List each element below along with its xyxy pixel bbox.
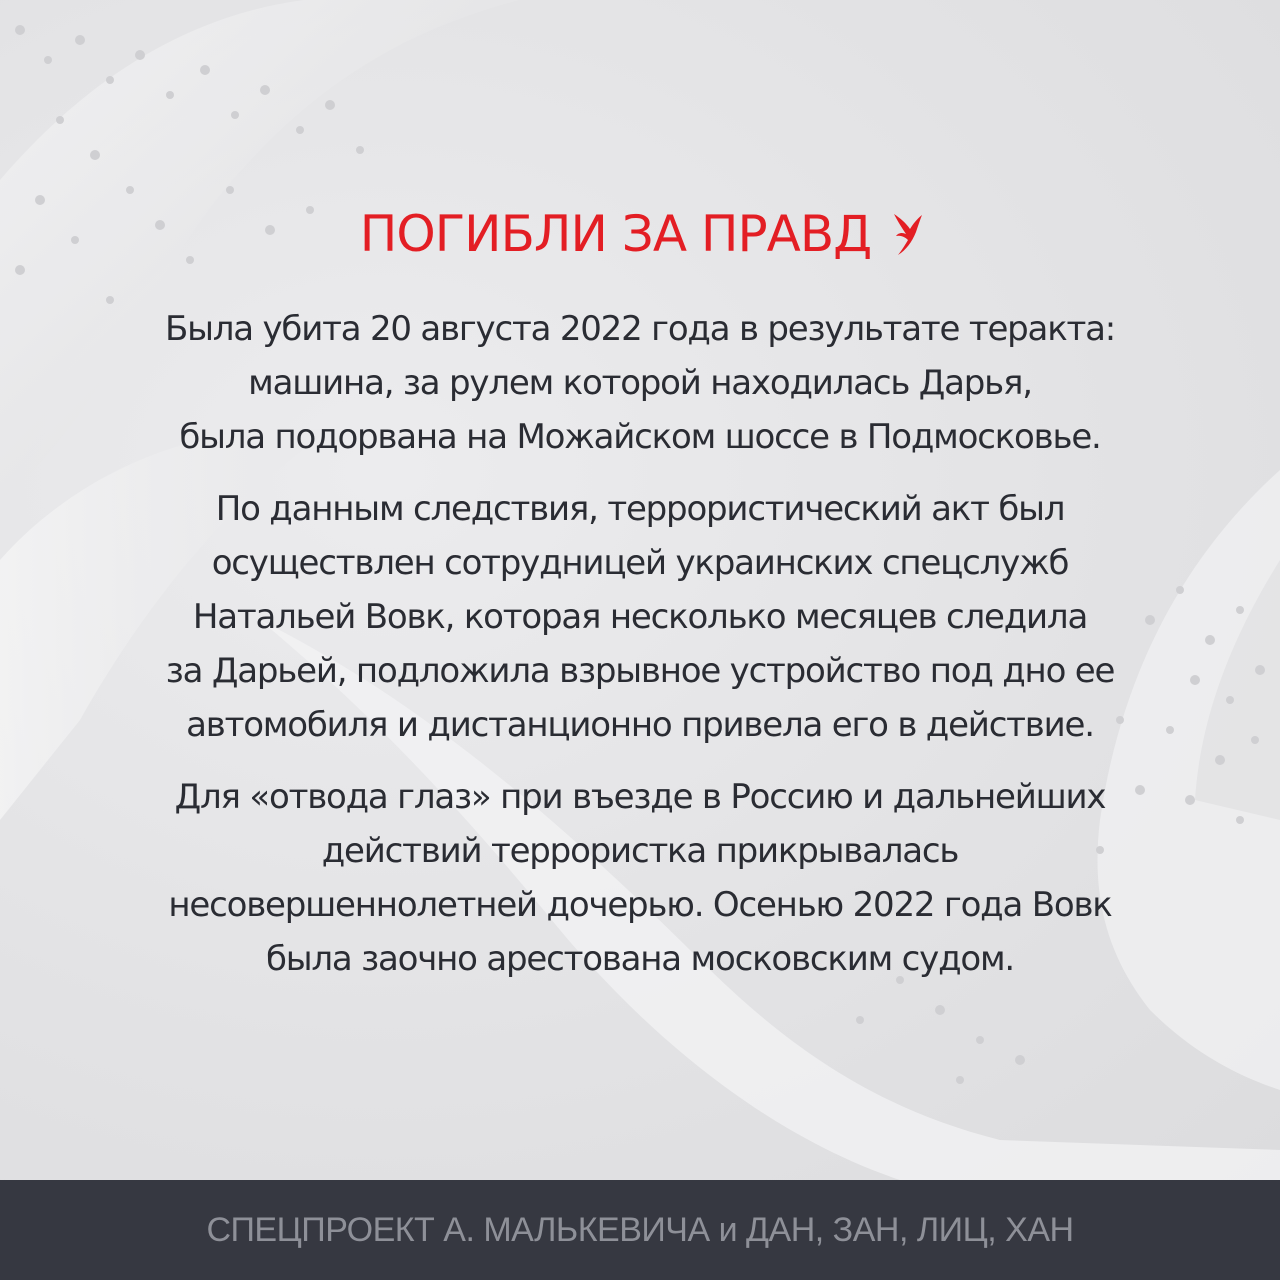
paragraph-3 — [60, 770, 1220, 986]
text-line: Для «отвода глаз» при въезде в Россию и дальнейших — [174, 777, 1106, 817]
text-line: несовершеннолетней дочерью. Осенью 2022 года Вовк — [168, 885, 1112, 925]
text-line: действий террористка прикрывалась — [321, 831, 959, 871]
text-line: осуществлен сотрудницей украинских спецслужб — [211, 543, 1069, 583]
title-tail-glyph — [871, 204, 920, 264]
page-title-text: ПОГИБЛИ ЗА ПРАВД — [359, 205, 872, 263]
paragraph-2 — [60, 482, 1220, 752]
text-line: Была убита 20 августа 2022 года в результате теракта: — [164, 309, 1116, 349]
paragraph-1 — [60, 302, 1220, 464]
text-line: Натальей Вовк, которая несколько месяцев следила — [192, 597, 1088, 637]
footer-credit: СПЕЦПРОЕКТ А. МАЛЬКЕВИЧА и ДАН, ЗАН, ЛИЦ, ХАН — [206, 1211, 1074, 1249]
text-line: за Дарьей, подложила взрывное устройство под дно ее — [165, 651, 1115, 691]
article-body — [60, 302, 1220, 986]
text-line: автомобиля и дистанционно привела его в действие. — [186, 705, 1094, 745]
bird-shaped-u-icon — [892, 212, 922, 256]
text-line: машина, за рулем которой находилась Дарья, — [248, 363, 1032, 403]
text-line: была подорвана на Можайском шоссе в Подмосковье. — [179, 417, 1101, 457]
text-line: была заочно арестована московским судом. — [265, 939, 1015, 979]
footer-bar — [0, 1180, 1280, 1280]
text-line: По данным следствия, террористический акт был — [215, 489, 1065, 529]
page-title — [0, 204, 1280, 264]
